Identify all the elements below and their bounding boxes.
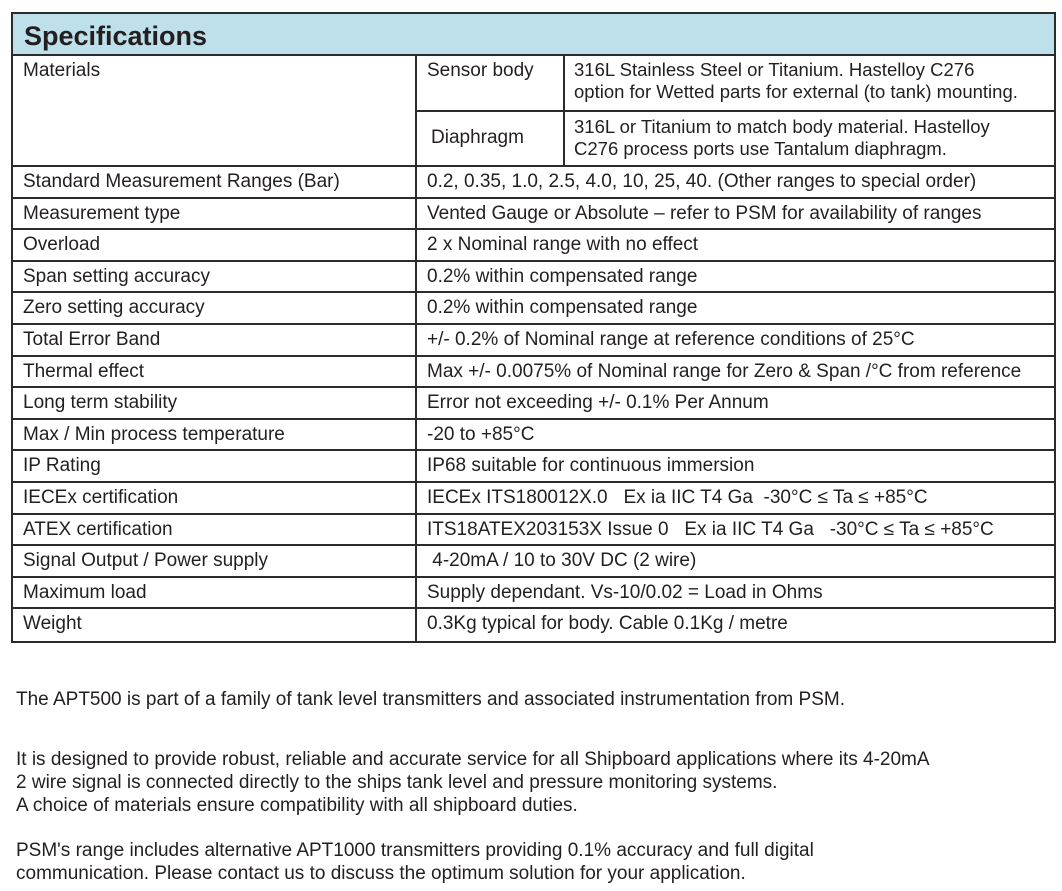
row-label: Thermal effect — [13, 357, 417, 387]
sub-value-line: C276 process ports use Tantalum diaphragm. — [574, 137, 947, 159]
row-value: -20 to +85°C — [427, 423, 535, 445]
table-row — [13, 167, 1054, 199]
materials-subrow-sensor-body — [417, 56, 1054, 110]
row-value: 0.3Kg typical for body. Cable 0.1Kg / metre — [427, 613, 788, 635]
row-label: Overload — [13, 230, 417, 260]
row-label: IP Rating — [13, 451, 417, 481]
row-value: Error not exceeding +/- 0.1% Per Annum — [427, 392, 769, 414]
paragraph-range — [16, 839, 814, 885]
row-label: Measurement type — [13, 199, 417, 229]
row-label: ATEX certification — [13, 515, 417, 545]
table-row — [13, 483, 1054, 515]
row-value: IP68 suitable for continuous immersion — [427, 455, 755, 477]
row-label: Standard Measurement Ranges (Bar) — [13, 167, 417, 197]
row-label: Maximum load — [13, 578, 417, 608]
row-value: +/- 0.2% of Nominal range at reference conditions of 25°C — [427, 328, 915, 350]
table-row — [13, 262, 1054, 294]
table-row-materials — [13, 56, 1054, 167]
table-row — [13, 230, 1054, 262]
row-value: 4-20mA / 10 to 30V DC (2 wire) — [427, 550, 697, 572]
table-row — [13, 388, 1054, 420]
row-value: Vented Gauge or Absolute – refer to PSM for availability of ranges — [427, 202, 982, 224]
row-label: IECEx certification — [13, 483, 417, 513]
table-row — [13, 515, 1054, 547]
row-label: Long term stability — [13, 388, 417, 418]
row-label: Materials — [13, 56, 417, 165]
table-row — [13, 293, 1054, 325]
table-row — [13, 578, 1054, 610]
sub-value-line: 316L or Titanium to match body material. Hastelloy — [574, 115, 990, 137]
table-row — [13, 357, 1054, 389]
row-value: IECEx ITS180012X.0 Ex ia IIC T4 Ga -30°C ≤ Ta ≤ +85°C — [427, 486, 928, 508]
paragraph-line: The APT500 is part of a family of tank level transmitters and associated instrumentation from PSM. — [16, 689, 845, 710]
row-value: 0.2% within compensated range — [427, 265, 698, 287]
row-value: Max +/- 0.0075% of Nominal range for Zero & Span /°C from reference — [427, 360, 1022, 382]
paragraph-line: communication. Please contact us to discuss the optimum solution for your application. — [16, 863, 746, 884]
specifications-table — [11, 12, 1056, 643]
table-row — [13, 546, 1054, 578]
paragraph-design — [16, 748, 930, 817]
table-row — [13, 420, 1054, 452]
table-row — [13, 199, 1054, 231]
paragraph-line: 2 wire signal is connected directly to the ships tank level and pressure monitoring systems. — [16, 772, 778, 793]
paragraph-line: It is designed to provide robust, reliable and accurate service for all Shipboard applications where its 4-20mA — [16, 749, 930, 770]
sub-value-line: 316L Stainless Steel or Titanium. Hastelloy C276 — [574, 59, 975, 80]
sub-value — [565, 112, 1054, 166]
row-label: Max / Min process temperature — [13, 420, 417, 450]
sub-value-line: option for Wetted parts for external (to tank) mounting. — [574, 81, 1018, 102]
row-value: 0.2, 0.35, 1.0, 2.5, 4.0, 10, 25, 40. (Other ranges to special order) — [427, 171, 977, 192]
sub-label: Sensor body — [417, 56, 565, 110]
materials-subtable — [417, 56, 1054, 165]
sub-label: Diaphragm — [417, 112, 565, 166]
paragraph-line: PSM's range includes alternative APT1000 transmitters providing 0.1% accuracy and full digital — [16, 840, 814, 861]
table-row — [13, 609, 1054, 641]
row-label: Span setting accuracy — [13, 262, 417, 292]
row-label: Signal Output / Power supply — [13, 546, 417, 576]
row-value: ITS18ATEX203153X Issue 0 Ex ia IIC T4 Ga -30°C ≤ Ta ≤ +85°C — [427, 518, 994, 540]
row-value: 0.2% within compensated range — [427, 297, 698, 319]
row-label: Zero setting accuracy — [13, 293, 417, 323]
paragraph-line: A choice of materials ensure compatibility with all shipboard duties. — [16, 795, 578, 816]
table-row — [13, 325, 1054, 357]
table-row — [13, 451, 1054, 483]
materials-subrow-diaphragm — [417, 110, 1054, 166]
specifications-title: Specifications — [13, 14, 1054, 56]
row-value: Supply dependant. Vs-10/0.02 = Load in Ohms — [427, 581, 823, 603]
row-value: 2 x Nominal range with no effect — [427, 234, 699, 256]
sub-value — [565, 56, 1054, 110]
row-label: Weight — [13, 609, 417, 641]
paragraph-intro — [16, 688, 845, 711]
row-label: Total Error Band — [13, 325, 417, 355]
